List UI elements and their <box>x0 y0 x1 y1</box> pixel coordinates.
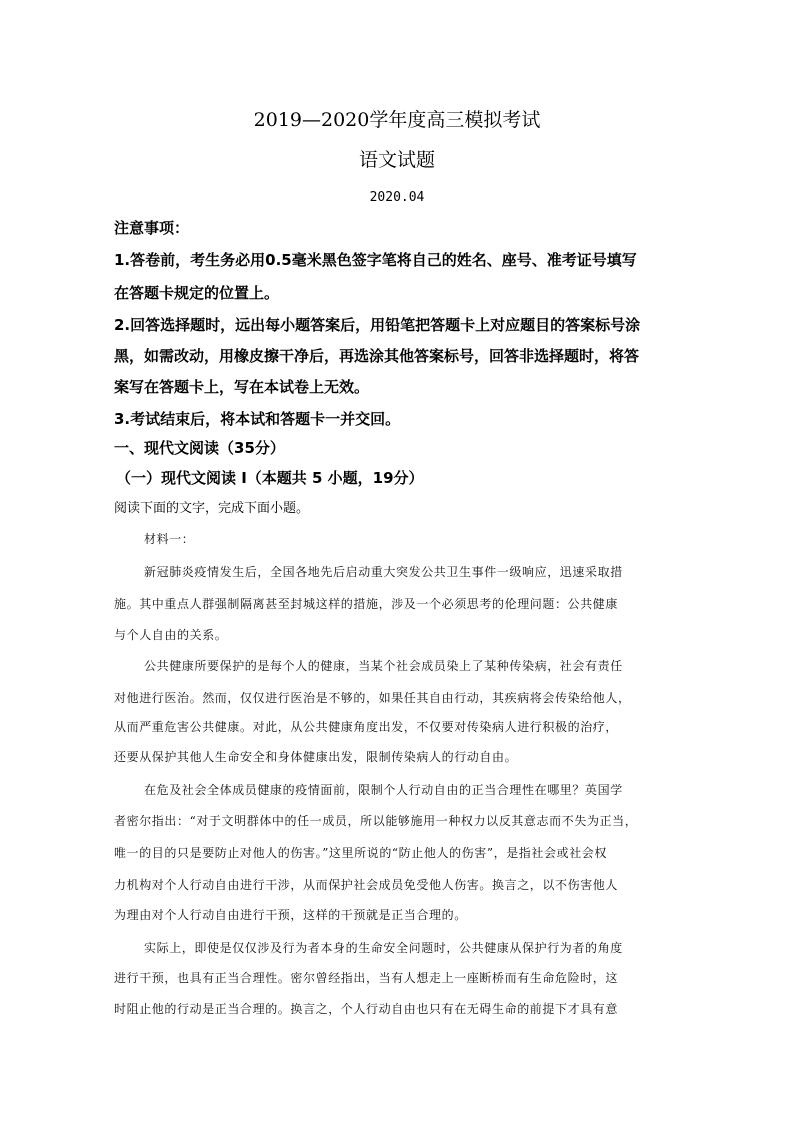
material-line: 对他进行医治。然而，仅仅进行医治是不够的，如果任其自由行动，其疾病将会传染给他人， <box>114 691 631 705</box>
material-line: 为理由对个人行动自由进行干预，这样的干预就是正当合理的。 <box>114 908 467 922</box>
material-line: 施。其中重点人群强制隔离甚至封城这样的措施，涉及一个必须思考的伦理问题：公共健康 <box>114 597 619 611</box>
notice-heading: 注意事项： <box>114 219 190 237</box>
notice-line: 2.回答选择题时，远出每小题答案后，用铅笔把答题卡上对应题目的答案标号涂 <box>114 316 641 334</box>
exam-date: 2020.04 <box>369 190 425 205</box>
notice-line: 黑，如需改动，用橡皮擦干净后，再选涂其他答案标号，回答非选择题时，将答 <box>114 347 640 365</box>
material-line: 在危及社会全体成员健康的疫情面前，限制个人行动自由的正当合理性在哪里？英国学 <box>144 783 623 797</box>
subsection-heading: （一）现代文阅读 I（本题共 5 小题，19分） <box>116 469 424 487</box>
exam-subtitle: 语文试题 <box>358 149 435 171</box>
material-line: 还要从保护其他人生命安全和身体健康出发，限制传染病人的行动自由。 <box>114 750 518 764</box>
notice-line: 案写在答题卡上，写在本试卷上无效。 <box>114 378 370 396</box>
material-line: 与个人自由的关系。 <box>114 628 228 642</box>
material-line: 实际上，即使是仅仅涉及行为者本身的生命安全问题时，公共健康从保护行为者的角度 <box>144 941 623 955</box>
notice-line: 在答题卡规定的位置上。 <box>114 284 280 302</box>
material-line: 力机构对个人行动自由进行干涉，从而保护社会成员免受他人伤害。换言之，以不伤害他人 <box>114 878 619 892</box>
material-line: 进行干预，也具有正当合理性。密尔曾经指出，当有人想走上一座断桥而有生命危险时，这 <box>114 971 619 985</box>
material-line: 唯一的目的只是要防止对他人的伤害。”这里所说的“防止他人的伤害”，是指社会或社会权 <box>114 846 608 860</box>
notice-line: 1.答卷前，考生务必用0.5毫米黑色签字笔将自己的姓名、座号、准考证号填写 <box>114 251 637 269</box>
material-line: 新冠肺炎疫情发生后，全国各地先后启动重大突发公共卫生事件一级响应，迅速采取措 <box>144 565 623 579</box>
material-line: 时阻止他的行动是正当合理的。换言之，个人行动自由也只有在无碍生命的前提下才具有意 <box>114 1002 619 1016</box>
section-heading: 一、现代文阅读（35分） <box>114 439 285 457</box>
material-line: 从而严重危害公共健康。对此，从公共健康角度出发，不仅要对传染病人进行积极的治疗， <box>114 720 619 734</box>
exam-title: 2019—2020学年度高三模拟考试 <box>253 109 541 131</box>
instruction-text: 阅读下面的文字，完成下面小题。 <box>114 501 310 516</box>
material-line: 公共健康所要保护的是每个人的健康，当某个社会成员染上了某种传染病，社会有责任 <box>144 659 623 673</box>
notice-line: 3.考试结束后，将本试和答题卡一并交回。 <box>114 410 401 428</box>
material-line: 者密尔指出：“对于文明群体中的任一成员，所以能够施用一种权力以反其意志而不失为正当， <box>114 814 638 828</box>
material-label: 材料一： <box>144 532 195 546</box>
